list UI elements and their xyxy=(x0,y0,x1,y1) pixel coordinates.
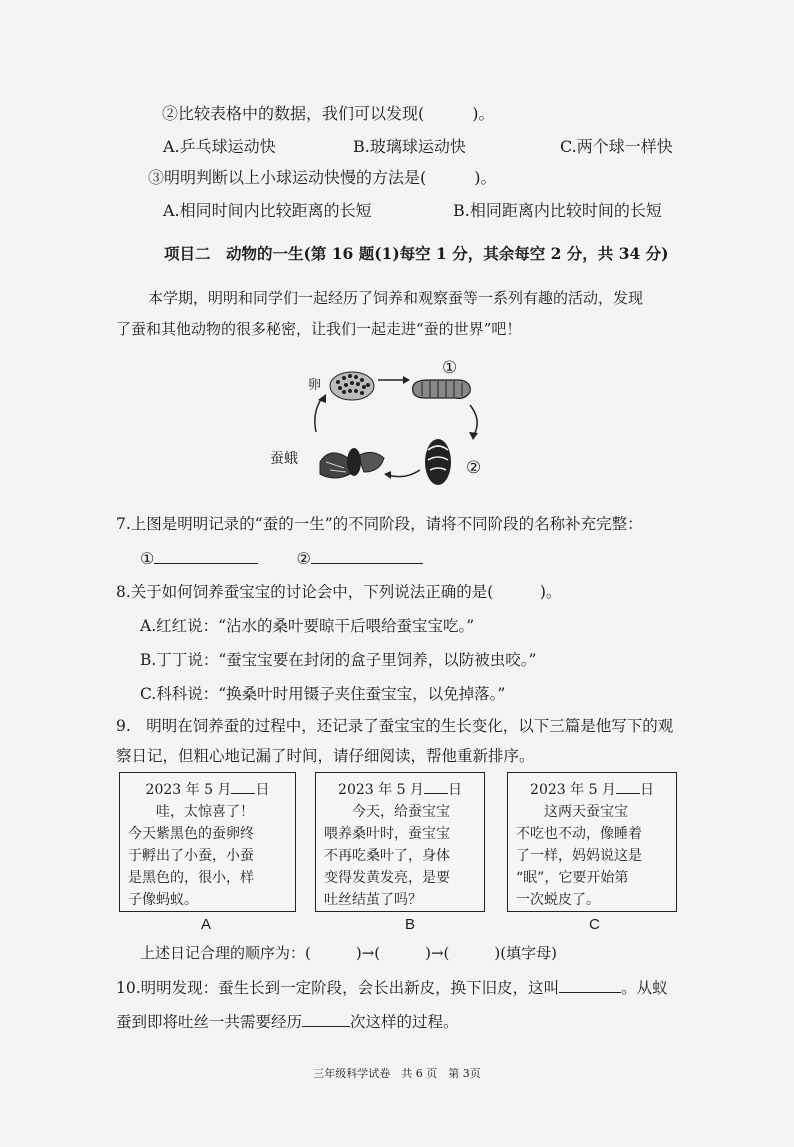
diary-body: 这两天蚕宝宝 不吃也不动，像睡着 了一样，妈妈说这是 “眠”，它要开始第 一次蜕皮了。 xyxy=(516,804,642,908)
q9-order-line xyxy=(140,943,557,963)
diary-card-c xyxy=(507,772,677,912)
moth-label: 蚕蛾 xyxy=(270,450,298,466)
diary-card-b xyxy=(315,772,485,912)
diary-body: 今天，给蚕宝宝 喂养桑叶时，蚕宝宝 不再吃桑叶了，身体 变得发黄发亮，是要 吐丝结茧了吗？ xyxy=(324,804,450,908)
q7-blank-2[interactable] xyxy=(311,563,423,564)
diary-date: 2023 年 5 月 日 xyxy=(145,782,270,798)
diary-label-b: B xyxy=(405,916,416,933)
section-heading: 项目二 动物的一生(第 16 题(1)每空 1 分，其余每空 2 分，共 34 分) xyxy=(164,244,669,263)
option-b: B.玻璃球运动快 xyxy=(353,137,466,156)
diary-label-c: C xyxy=(589,916,600,933)
diary-date: 2023 年 5 月 日 xyxy=(530,782,654,798)
diary-label-a: A xyxy=(201,916,212,933)
q8-option-c: C.科科说：“换桑叶时用镊子夹住蚕宝宝，以免掉落。” xyxy=(140,685,506,703)
silkworm-larva-icon xyxy=(413,380,471,398)
diary-date: 2023 年 5 月 日 xyxy=(338,782,462,798)
silkworm-moth-icon xyxy=(320,448,384,478)
sub-question-2-text: ②比较表格中的数据，我们可以发现( )。 xyxy=(162,104,495,123)
option-b: B.相同距离内比较时间的长短 xyxy=(453,201,662,220)
q9-order-blanks[interactable]: ( )→( )→( ) xyxy=(305,944,501,962)
q10-blank-1[interactable] xyxy=(559,992,621,993)
question-9-line-1: 9. 明明在饲养蚕的过程中，还记录了蚕宝宝的生长变化，以下三篇是他写下的观 xyxy=(116,717,674,735)
q8-option-b: B.丁丁说：“蚕宝宝要在封闭的盒子里饲养，以防被虫咬。” xyxy=(140,651,537,669)
question-10-line-2: 蚕到即将吐丝一共需要经历 次这样的过程。 xyxy=(116,1013,459,1031)
silkworm-pupa-icon xyxy=(425,439,451,485)
question-10-line-1: 10.明明发现：蚕生长到一定阶段，会长出新皮，换下旧皮，这叫 。从蚁 xyxy=(116,979,668,997)
q9-order-suffix: (填字母) xyxy=(500,944,557,962)
sub-question-3: ③明明判断以上小球运动快慢的方法是( )。 xyxy=(148,168,497,187)
option-c: C.两个球一样快 xyxy=(560,137,673,156)
diary-card-a xyxy=(119,772,296,912)
intro-line-1: 本学期，明明和同学们一起经历了饲养和观察蚕等一系列有趣的活动，发现 xyxy=(148,289,644,307)
page-footer: 三年级科学试卷 共 6 页 第 3页 xyxy=(313,1067,481,1080)
intro-line-2: 了蚕和其他动物的很多秘密，让我们一起走进“蚕的世界”吧！ xyxy=(116,320,522,338)
stage-1-marker: ① xyxy=(442,358,458,377)
q7-marker-1: ① xyxy=(140,549,155,568)
option-a: A.乒乓球运动快 xyxy=(163,137,276,156)
q8-option-a: A.红红说：“沾水的桑叶要晾干后喂给蚕宝宝吃。” xyxy=(140,617,475,635)
q10-blank-2[interactable] xyxy=(302,1026,350,1027)
q7-blank-1[interactable] xyxy=(154,563,258,564)
egg-label: 卵 xyxy=(308,377,322,392)
egg-cluster-icon xyxy=(330,372,374,400)
stage-2-marker: ② xyxy=(466,458,482,477)
silkworm-life-cycle-diagram xyxy=(260,350,510,499)
question-9-line-2: 察日记，但粗心地记漏了时间，请仔细阅读，帮他重新排序。 xyxy=(116,747,535,765)
option-a: A.相同时间内比较距离的长短 xyxy=(163,201,372,220)
q7-answer-line xyxy=(140,549,423,569)
question-7: 7.上图是明明记录的“蚕的一生”的不同阶段，请将不同阶段的名称补充完整： xyxy=(116,515,643,533)
diary-body: 哇，太惊喜了！ 今天紫黑色的蚕卵终 于孵出了小蚕，小蚕 是黑色的，很小，样 子像蚂蚁。 xyxy=(128,804,254,908)
q7-marker-2: ② xyxy=(296,549,311,568)
question-8: 8.关于如何饲养蚕宝宝的讨论会中，下列说法正确的是( )。 xyxy=(116,583,562,601)
q9-order-prefix: 上述日记合理的顺序为： xyxy=(140,944,306,962)
